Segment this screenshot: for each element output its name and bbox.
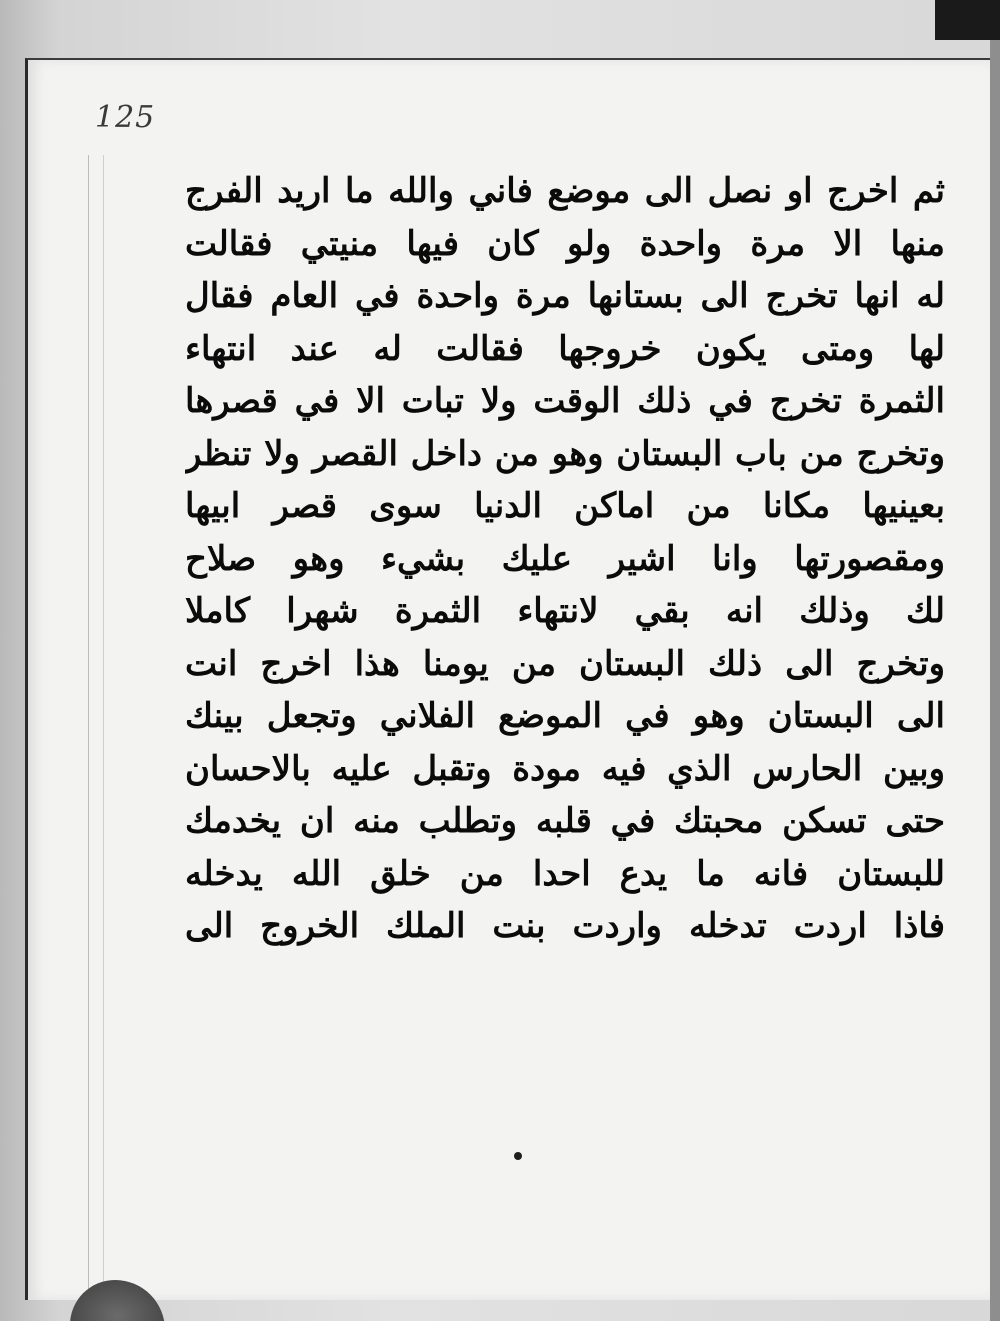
text-line: وتخرج من باب البستان وهو من داخل القصر ولا تنظر bbox=[185, 433, 945, 474]
text-line: وتخرج الى ذلك البستان من يومنا هذا اخرج انت bbox=[185, 643, 945, 684]
text-line: الثمرة تخرج في ذلك الوقت ولا تبات الا في قصرها bbox=[185, 381, 945, 421]
manuscript-text bbox=[185, 165, 945, 953]
text-line: ثم اخرج او نصل الى موضع فاني والله ما اريد الفرج bbox=[185, 171, 945, 211]
text-line: لها ومتى يكون خروجها فقالت له عند انتهاء bbox=[185, 328, 945, 369]
text-line: الى البستان وهو في الموضع الفلاني وتجعل بينك bbox=[185, 696, 945, 736]
text-line: له انها تخرج الى بستانها مرة واحدة في العام فقال bbox=[185, 276, 945, 316]
ink-spot bbox=[514, 1152, 522, 1160]
text-line: فاذا اردت تدخله واردت بنت الملك الخروج الى bbox=[185, 906, 945, 946]
text-line: ومقصورتها وانا اشير عليك بشيء وهو صلاح bbox=[185, 538, 945, 579]
scan-background-corner bbox=[935, 0, 1000, 40]
text-line: للبستان فانه ما يدع احدا من خلق الله يدخله bbox=[185, 853, 945, 894]
text-line: بعينيها مكانا من اماكن الدنيا سوى قصر ابيها bbox=[185, 486, 945, 526]
page-edge-lines bbox=[88, 155, 104, 1321]
text-line: حتى تسكن محبتك في قلبه وتطلب منه ان يخدمك bbox=[185, 801, 945, 841]
text-line: لك وذلك انه بقي لانتهاء الثمرة شهرا كاملا bbox=[185, 591, 945, 631]
text-line: منها الا مرة واحدة ولو كان فيها منيتي فقالت bbox=[185, 223, 945, 264]
folio-number: 125 bbox=[95, 100, 156, 135]
text-line: وبين الحارس الذي فيه مودة وتقبل عليه بالاحسان bbox=[185, 748, 945, 789]
